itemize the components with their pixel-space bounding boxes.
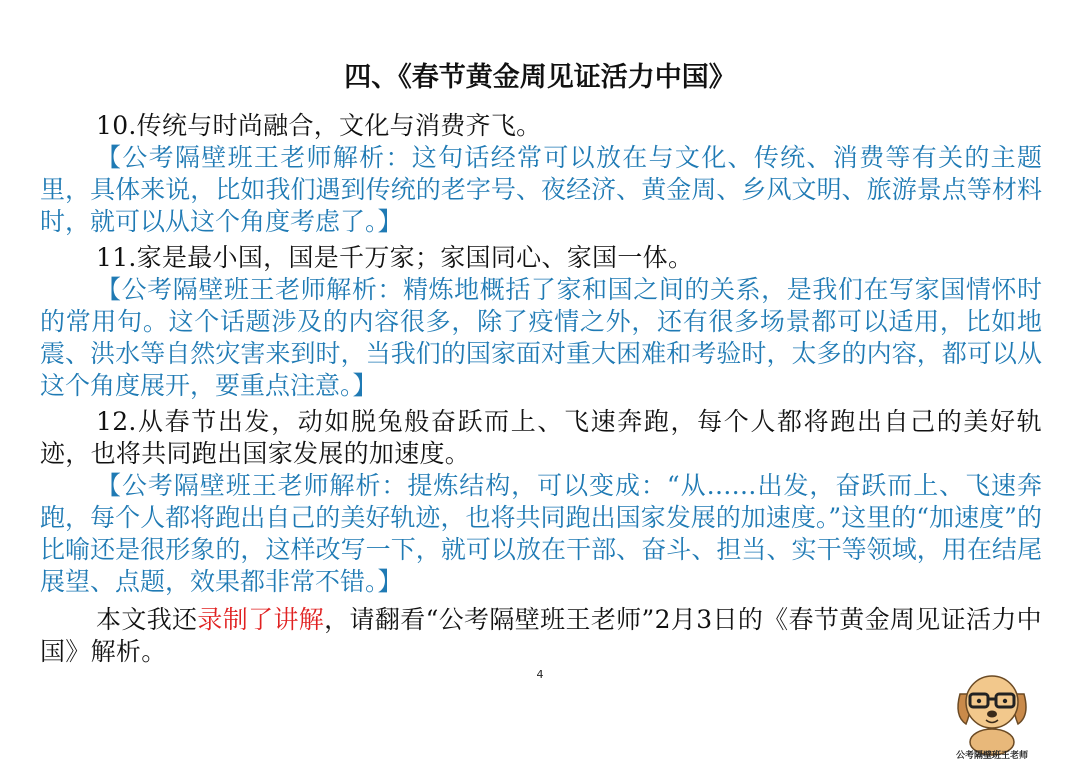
item-11-text: 11.家是最小国，国是千万家；家国同心、家国一体。 — [96, 243, 694, 272]
closing-before: 本文我还 — [96, 605, 198, 634]
item-12 — [40, 406, 1042, 598]
item-12-note: 【公考隔壁班王老师解析：提炼结构，可以变成：“从……出发，奋跃而上、飞速奔跑，每个人都将跑出自己的美好轨迹，也将共同跑出国家发展的加速度。”这里的“加速度”的比喻还是很形象的，这样改写一下，就可以放在干部、奋斗、担当、实干等领域，用在结尾展望、点题，效果都非常不错。】 — [40, 471, 1042, 596]
mascot-logo-icon — [952, 664, 1032, 756]
item-10 — [40, 110, 1042, 238]
item-11 — [40, 242, 1042, 402]
item-11-note: 【公考隔壁班王老师解析：精炼地概括了家和国之间的关系，是我们在写家国情怀时的常用句。这个话题涉及的内容很多，除了疫情之外，还有很多场景都可以适用，比如地震、洪水等自然灾害来到时，当我们的国家面对重大困难和考验时，太多的内容，都可以从这个角度展开，要重点注意。】 — [40, 275, 1042, 400]
page-number: 4 — [536, 668, 544, 681]
item-10-text: 10.传统与时尚融合，文化与消费齐飞。 — [96, 111, 542, 140]
logo-caption: 公考隔壁班王老师 — [955, 751, 1028, 761]
closing-after: ，请翻看“公考隔壁班王老师”2月3日的《春节黄金周见证活力中国》解析。 — [40, 605, 1042, 666]
closing-text — [40, 604, 1042, 668]
closing-paragraph — [40, 604, 1042, 668]
closing-highlight: 录制了讲解 — [197, 605, 325, 634]
item-12-text: 12.从春节出发，动如脱兔般奋跃而上、飞速奔跑，每个人都将跑出自己的美好轨迹，也将共同跑出国家发展的加速度。 — [40, 407, 1042, 468]
item-10-note: 【公考隔壁班王老师解析：这句话经常可以放在与文化、传统、消费等有关的主题里，具体来说，比如我们遇到传统的老字号、夜经济、黄金周、乡风文明、旅游景点等材料时，就可以从这个角度考虑了。】 — [40, 143, 1042, 236]
page-title: 四、《春节黄金周见证活力中国》 — [344, 62, 736, 93]
